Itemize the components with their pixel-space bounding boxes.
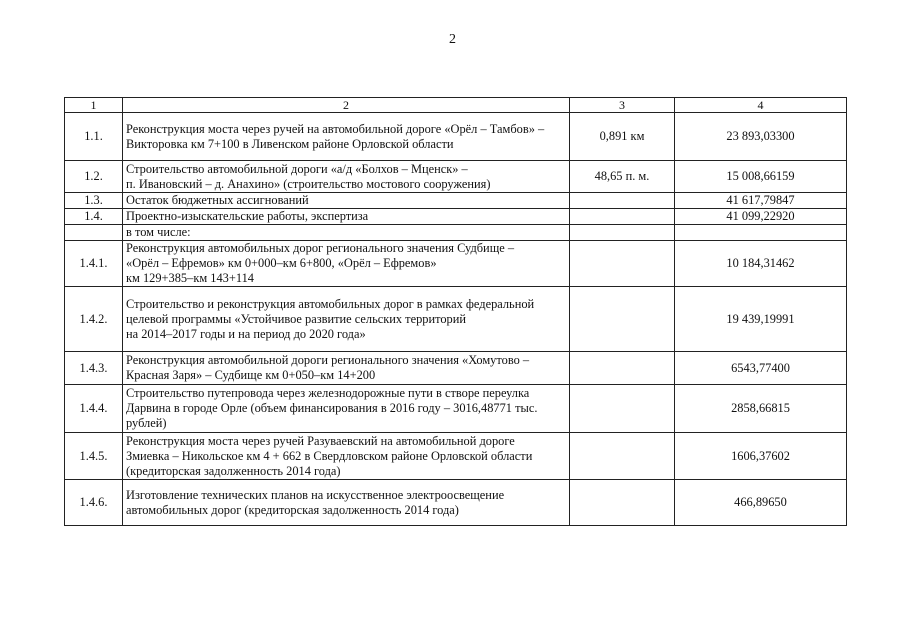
description-line: в том числе:: [126, 225, 191, 239]
description-line: «Орёл – Ефремов» км 0+000–км 6+800, «Орёл – Ефремов»: [126, 256, 437, 270]
description-line: целевой программы «Устойчивое развитие сельских территорий: [126, 311, 467, 326]
table-row: [65, 480, 847, 526]
column-header: 2: [123, 98, 570, 113]
row-amount: 466,89650: [675, 480, 847, 526]
column-header: 1: [65, 98, 123, 113]
row-number: 1.4.1.: [65, 241, 123, 287]
row-amount: 1606,37602: [675, 433, 847, 480]
row-amount: 19 439,19991: [675, 287, 847, 352]
row-description: [123, 225, 570, 241]
budget-table: [64, 97, 847, 526]
row-amount: 15 008,66159: [675, 161, 847, 193]
row-number: 1.2.: [65, 161, 123, 193]
description-line: Реконструкция автомобильных дорог регионального значения Судбище –: [126, 241, 515, 255]
description-line: Строительство путепровода через железнодорожные пути в створе переулка: [126, 386, 530, 400]
row-description: [123, 193, 570, 209]
row-quantity: [570, 433, 675, 480]
row-description: [123, 287, 570, 352]
table-row: [65, 352, 847, 385]
row-number: 1.4.4.: [65, 385, 123, 433]
row-quantity: [570, 352, 675, 385]
row-amount: 10 184,31462: [675, 241, 847, 287]
description-line: Реконструкция моста через ручей на автомобильной дороге «Орёл – Тамбов» –: [126, 121, 545, 136]
table-row: [65, 385, 847, 433]
row-description: [123, 209, 570, 225]
description-line: автомобильных дорог (кредиторская задолженность 2014 года): [126, 502, 459, 517]
row-quantity: [570, 287, 675, 352]
column-header: 3: [570, 98, 675, 113]
description-line: Строительство и реконструкция автомобильных дорог в рамках федеральной: [126, 296, 535, 311]
row-quantity: [570, 225, 675, 241]
row-number: [65, 225, 123, 241]
row-number: 1.3.: [65, 193, 123, 209]
row-amount: 2858,66815: [675, 385, 847, 433]
row-description: [123, 433, 570, 480]
table-row: [65, 193, 847, 209]
description-line: Остаток бюджетных ассигнований: [126, 193, 309, 207]
row-number: 1.4.2.: [65, 287, 123, 352]
table-row: [65, 433, 847, 480]
row-description: [123, 480, 570, 526]
row-amount: 41 617,79847: [675, 193, 847, 209]
row-amount: [675, 225, 847, 241]
row-quantity: 48,65 п. м.: [570, 161, 675, 193]
table-row: [65, 209, 847, 225]
row-description: [123, 113, 570, 161]
row-amount: 23 893,03300: [675, 113, 847, 161]
description-line: п. Ивановский – д. Анахино» (строительство мостового сооружения): [126, 176, 491, 191]
row-quantity: [570, 241, 675, 287]
row-quantity: [570, 209, 675, 225]
row-amount: 41 099,22920: [675, 209, 847, 225]
row-amount: 6543,77400: [675, 352, 847, 385]
description-line: Проектно-изыскательские работы, экспертиза: [126, 209, 369, 223]
description-line: Реконструкция автомобильной дороги регионального значения «Хомутово –: [126, 353, 530, 367]
description-line: Строительство автомобильной дороги «а/д «Болхов – Мценск» –: [126, 161, 468, 176]
table-row: [65, 161, 847, 193]
description-line: Красная Заря» – Судбище км 0+050–км 14+200: [126, 368, 376, 382]
description-line: рублей): [126, 416, 167, 430]
table-row: [65, 287, 847, 352]
row-description: [123, 352, 570, 385]
row-description: [123, 385, 570, 433]
table-row: [65, 241, 847, 287]
row-description: [123, 161, 570, 193]
row-number: 1.4.6.: [65, 480, 123, 526]
table-row: [65, 113, 847, 161]
description-line: Викторовка км 7+100 в Ливенском районе Орловской области: [126, 136, 454, 151]
row-number: 1.1.: [65, 113, 123, 161]
description-line: Дарвина в городе Орле (объем финансирования в 2016 году – 3016,48771 тыс.: [126, 401, 538, 415]
row-quantity: [570, 193, 675, 209]
column-header: 4: [675, 98, 847, 113]
row-number: 1.4.5.: [65, 433, 123, 480]
description-line: (кредиторская задолженность 2014 года): [126, 463, 341, 478]
row-quantity: 0,891 км: [570, 113, 675, 161]
description-line: Змиевка – Никольское км 4 + 662 в Свердловском районе Орловской области: [126, 448, 533, 463]
description-line: на 2014–2017 годы и на период до 2020 года»: [126, 326, 366, 341]
table-header-row: [65, 98, 847, 113]
table-row: [65, 225, 847, 241]
row-quantity: [570, 385, 675, 433]
page-number: 2: [449, 32, 456, 47]
description-line: Изготовление технических планов на искусственное электроосвещение: [126, 487, 505, 502]
description-line: км 129+385–км 143+114: [126, 271, 254, 285]
row-quantity: [570, 480, 675, 526]
row-number: 1.4.3.: [65, 352, 123, 385]
row-description: [123, 241, 570, 287]
description-line: Реконструкция моста через ручей Разуваевский на автомобильной дороге: [126, 433, 515, 448]
row-number: 1.4.: [65, 209, 123, 225]
